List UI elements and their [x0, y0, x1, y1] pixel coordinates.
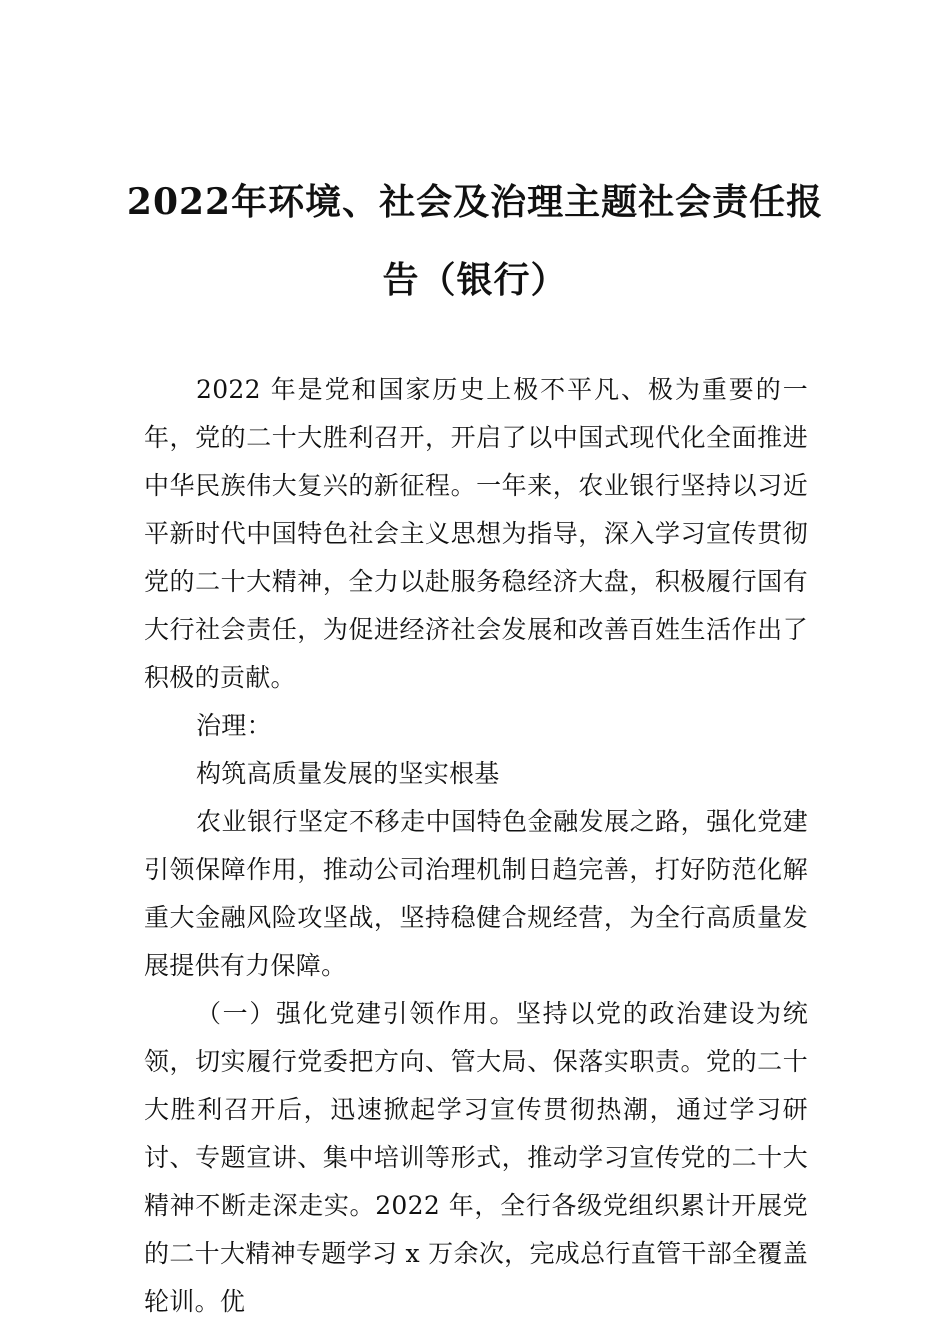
intro-paragraph: 2022 年是党和国家历史上极不平凡、极为重要的一年，党的二十大胜利召开，开启了以中国式现代化全面推进中华民族伟大复兴的新征程。一年来，农业银行坚持以习近平新时代中国特色社会主义思想为指导，深入学习宣传贯彻党的二十大精神，全力以赴服务稳经济大盘，积极履行国有大行社会责任，为促进经济社会发展和改善百姓生活作出了积极的贡献。: [144, 375, 808, 692]
section-subtitle: 构筑高质量发展的坚实根基: [196, 759, 500, 788]
document-body: [144, 366, 808, 1326]
document-title-line2: 告（银行）: [382, 259, 568, 301]
section-label-governance: 治理：: [196, 711, 272, 740]
document-title-line1: 2022年环境、社会及治理主题社会责任报: [126, 181, 824, 223]
party-building-paragraph: （一）强化党建引领作用。坚持以党的政治建设为统领，切实履行党委把方向、管大局、保落实职责。党的二十大胜利召开后，迅速掀起学习宣传贯彻热潮，通过学习研讨、专题宣讲、集中培训等形式，推动学习宣传党的二十大精神不断走深走实。2022 年，全行各级党组织累计开展党的二十大精神专题学习 x 万余次，完成总行直管干部全覆盖轮训。优: [144, 999, 808, 1316]
governance-paragraph: 农业银行坚定不移走中国特色金融发展之路，强化党建引领保障作用，推动公司治理机制日趋完善，打好防范化解重大金融风险攻坚战，坚持稳健合规经营，为全行高质量发展提供有力保障。: [144, 807, 808, 980]
